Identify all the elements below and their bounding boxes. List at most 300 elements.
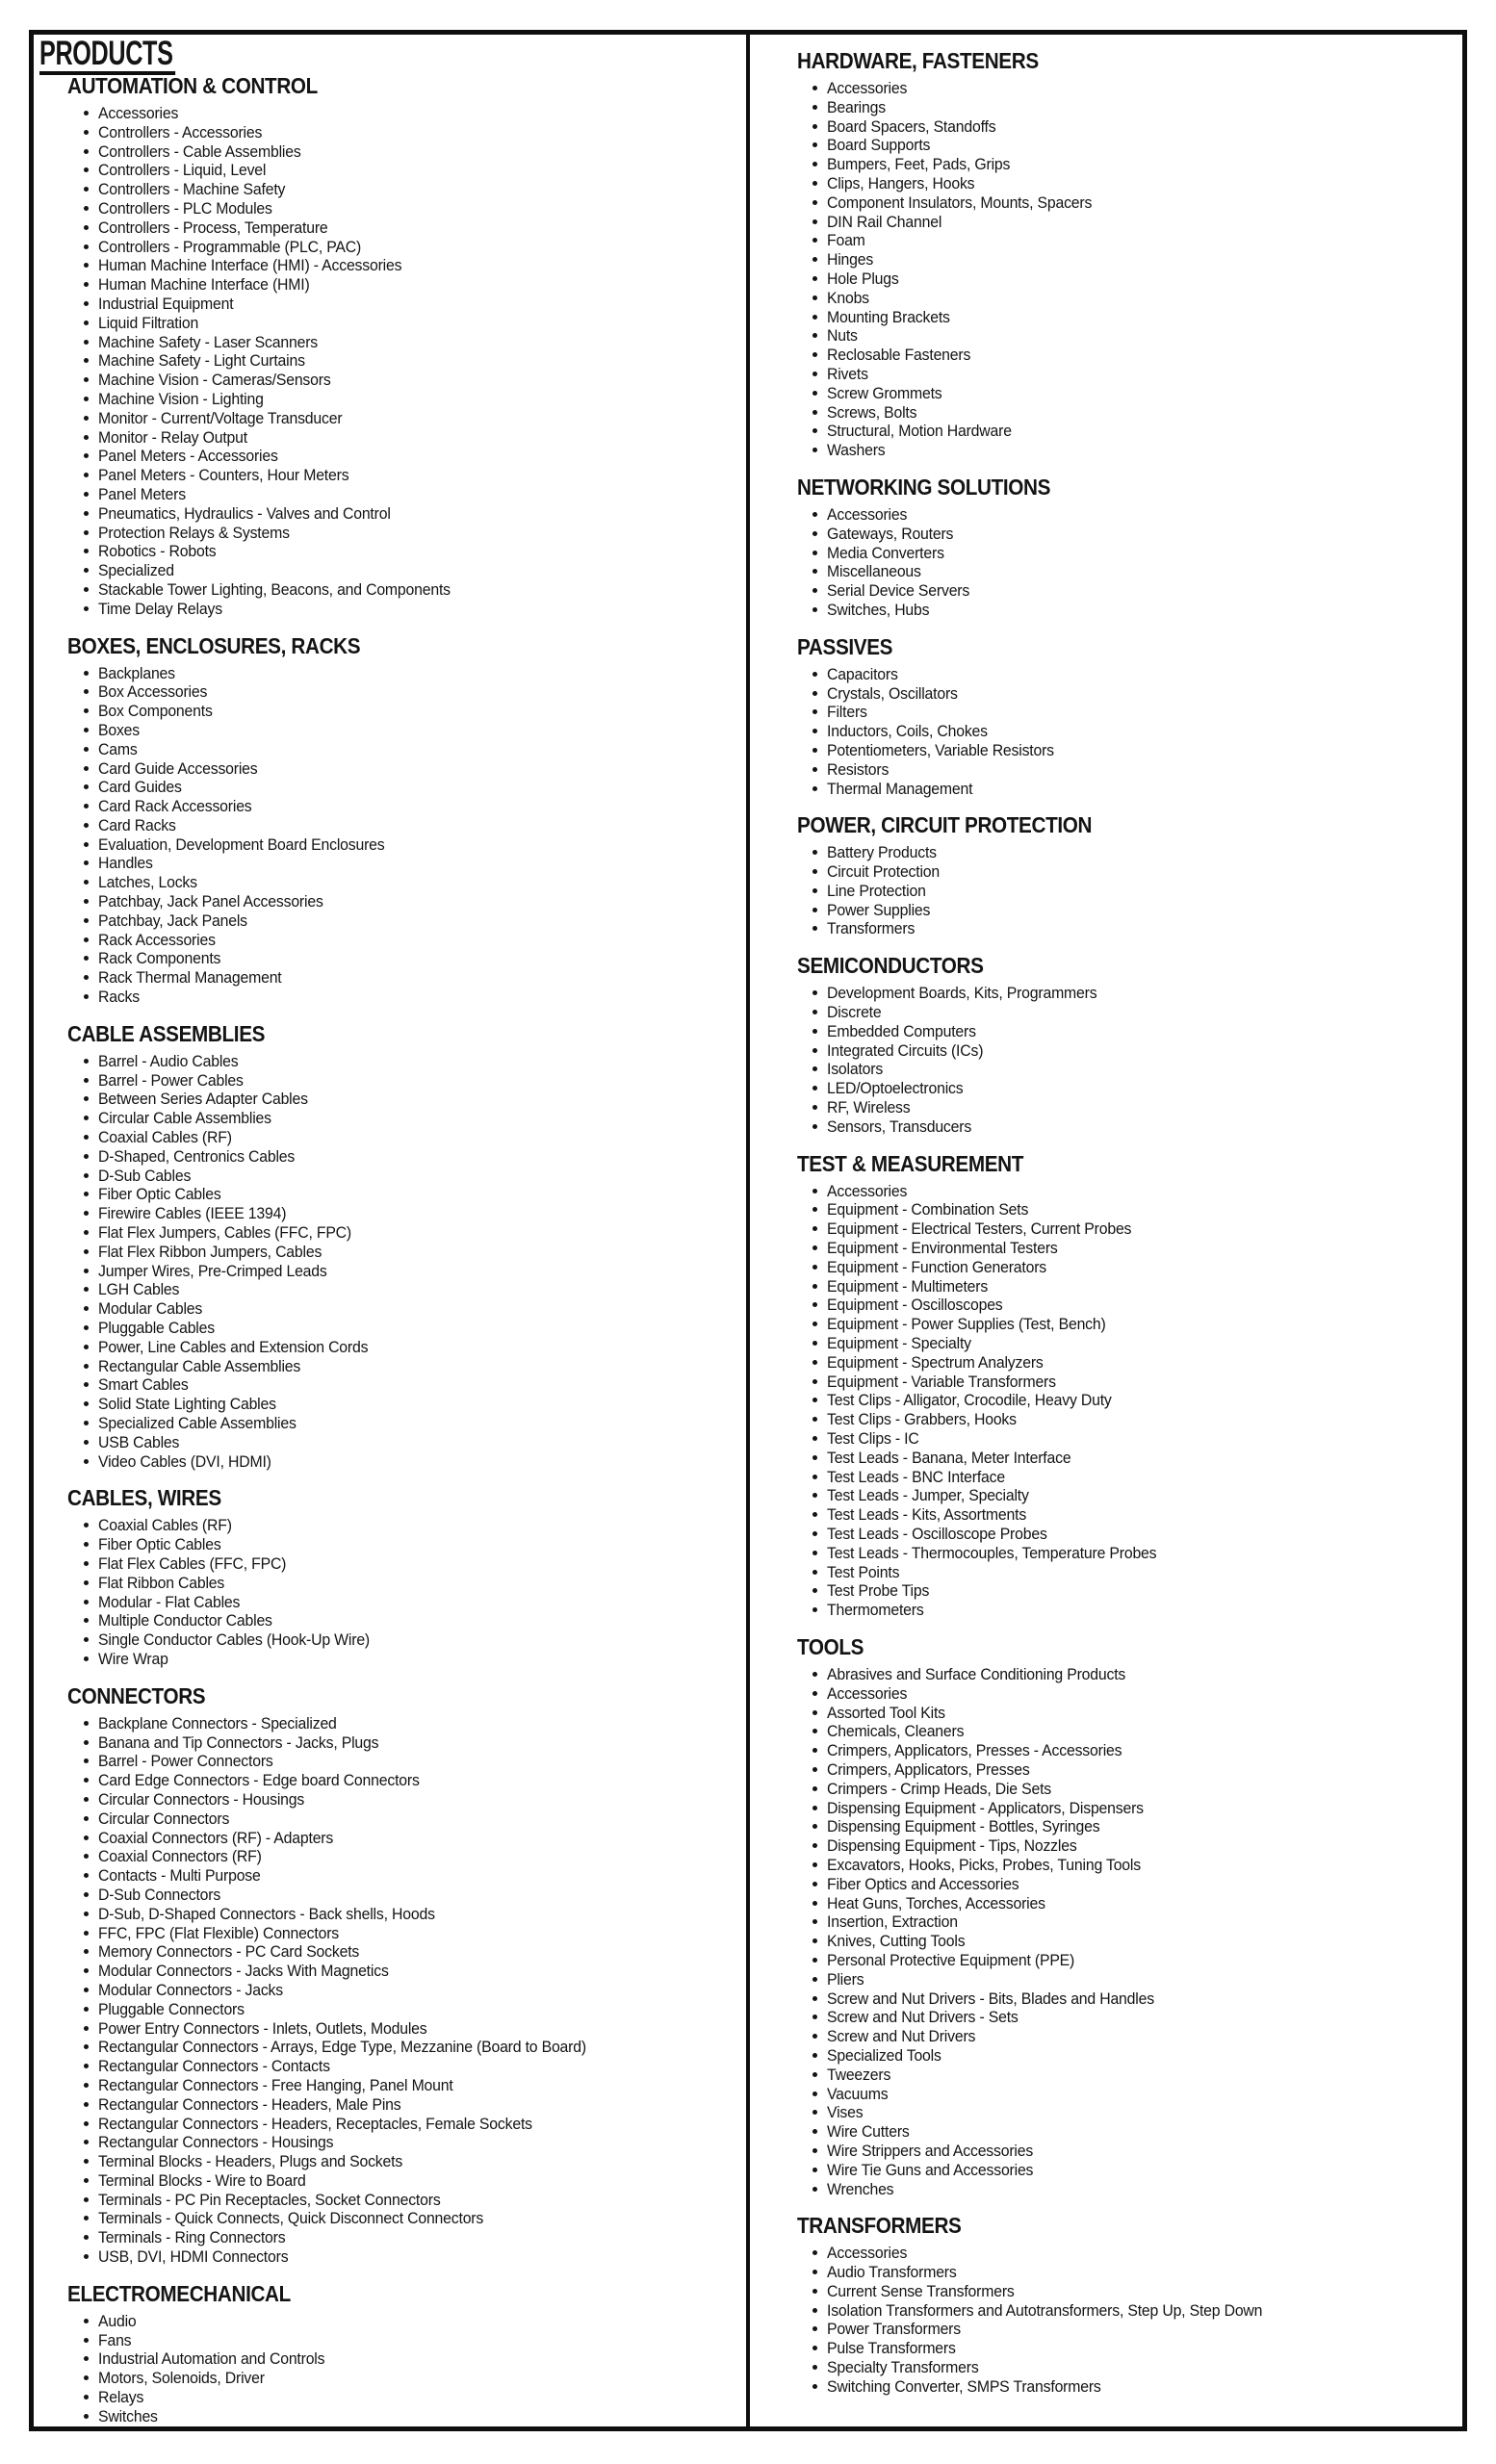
category-item — [827, 1391, 1462, 1410]
item-label: Equipment - Oscilloscopes — [827, 1296, 1003, 1315]
bullet-icon — [812, 105, 817, 110]
item-label: Machine Safety - Light Curtains — [98, 351, 305, 371]
bullet-icon — [812, 2168, 817, 2172]
category-item — [827, 1856, 1462, 1875]
item-label: Media Converters — [827, 543, 944, 562]
category-item — [98, 1338, 746, 1357]
category-item — [98, 2209, 746, 2228]
item-label: Fans — [98, 2330, 132, 2349]
item-label: Isolation Transformers and Autotransformers, Step Up, Step Down — [827, 2300, 1263, 2320]
item-label: Rectangular Connectors - Headers, Receptacles, Female Sockets — [98, 2114, 532, 2133]
item-label: Test Points — [827, 1562, 900, 1581]
bullet-icon — [84, 1345, 89, 1349]
category-list — [39, 2312, 746, 2426]
bullet-icon — [812, 672, 817, 677]
item-label: D-Sub, D-Shaped Connectors - Back shells, Hoods — [98, 1904, 435, 1923]
category-item — [827, 1060, 1462, 1079]
bullet-icon — [812, 1806, 817, 1810]
item-label: Serial Device Servers — [827, 581, 970, 601]
category-item — [98, 275, 746, 295]
bullet-icon — [84, 416, 89, 421]
bullet-icon — [812, 1729, 817, 1733]
bullet-icon — [812, 1843, 817, 1848]
bullet-icon — [84, 1173, 89, 1178]
bullet-icon — [84, 880, 89, 885]
category-list — [797, 843, 1462, 938]
item-label: Modular Cables — [98, 1299, 203, 1319]
item-label: Test Leads - BNC Interface — [827, 1467, 1005, 1486]
bullet-icon — [84, 2140, 89, 2144]
category-item — [827, 505, 1462, 525]
category-item — [98, 2019, 746, 2039]
bullet-icon — [812, 1207, 817, 1212]
bullet-icon — [812, 1551, 817, 1555]
category-item — [827, 601, 1462, 620]
item-label: Equipment - Multimeters — [827, 1276, 989, 1296]
item-label: Test Leads - Thermocouples, Temperature Probes — [827, 1543, 1157, 1562]
bullet-icon — [84, 2064, 89, 2068]
category-item — [98, 123, 746, 142]
category-item — [827, 1200, 1462, 1219]
bullet-icon — [84, 2216, 89, 2220]
item-label: Rectangular Connectors - Arrays, Edge Type, Mezzanine (Board to Board) — [98, 2038, 586, 2057]
category-heading: POWER, CIRCUIT PROTECTION — [797, 812, 1093, 838]
item-label: Controllers - Programmable (PLC, PAC) — [98, 237, 362, 256]
category-item — [98, 949, 746, 968]
category-item — [827, 2320, 1462, 2339]
category-item — [98, 333, 746, 352]
category-item — [827, 1875, 1462, 1894]
bullet-icon — [812, 1786, 817, 1791]
category-item — [98, 1516, 746, 1535]
bullet-icon — [84, 2319, 89, 2323]
category-item — [98, 988, 746, 1007]
item-label: Switching Converter, SMPS Transformers — [827, 2376, 1101, 2396]
category-list — [797, 79, 1462, 460]
item-label: Bumpers, Feet, Pads, Grips — [827, 155, 1011, 174]
item-label: Circular Connectors - Housings — [98, 1789, 305, 1809]
category-item — [827, 326, 1462, 346]
item-label: Controllers - PLC Modules — [98, 198, 272, 218]
category-item — [98, 1630, 746, 1650]
item-label: Controllers - Liquid, Level — [98, 161, 267, 180]
category-item — [98, 161, 746, 180]
item-label: Rectangular Connectors - Free Hanging, Panel Mount — [98, 2075, 453, 2094]
item-label: Switches, Hubs — [827, 600, 930, 619]
item-label: Panel Meters - Accessories — [98, 447, 278, 466]
item-label: Modular - Flat Cables — [98, 1592, 241, 1611]
item-label: Board Spacers, Standoffs — [827, 116, 996, 136]
bullet-icon — [812, 1824, 817, 1829]
bullet-icon — [812, 410, 817, 415]
category-item — [98, 1090, 746, 1109]
item-label: DIN Rail Channel — [827, 212, 942, 231]
bullet-icon — [84, 225, 89, 230]
item-label: Relays — [98, 2388, 144, 2407]
item-label: Box Accessories — [98, 682, 208, 702]
category-item — [98, 1611, 746, 1630]
category-item — [827, 919, 1462, 938]
bullet-icon — [812, 1066, 817, 1071]
item-label: Racks — [98, 988, 140, 1007]
item-label: Single Conductor Cables (Hook-Up Wire) — [98, 1630, 371, 1650]
bullet-icon — [84, 2044, 89, 2049]
item-label: USB, DVI, HDMI Connectors — [98, 2247, 289, 2267]
category-item — [98, 2247, 746, 2267]
bullet-icon — [84, 671, 89, 676]
bullet-icon — [84, 1542, 89, 1547]
bullet-icon — [812, 1588, 817, 1593]
item-label: Machine Safety - Laser Scanners — [98, 332, 318, 351]
bullet-icon — [84, 1325, 89, 1330]
bullet-icon — [84, 2254, 89, 2259]
item-label: RF, Wireless — [827, 1098, 911, 1117]
item-label: Structural, Motion Hardware — [827, 422, 1012, 441]
bullet-icon — [84, 1892, 89, 1897]
item-label: Vacuums — [827, 2084, 889, 2103]
item-label: Pulse Transformers — [827, 2339, 956, 2358]
bullet-icon — [84, 1459, 89, 1464]
item-label: FFC, FPC (Flat Flexible) Connectors — [98, 1923, 340, 1942]
bullet-icon — [84, 2375, 89, 2380]
bullet-icon — [84, 321, 89, 325]
item-label: Memory Connectors - PC Card Sockets — [98, 1942, 360, 1962]
category-item — [827, 2027, 1462, 2046]
item-label: Equipment - Spectrum Analyzers — [827, 1352, 1044, 1372]
item-label: Solid State Lighting Cables — [98, 1395, 276, 1414]
bullet-icon — [84, 1854, 89, 1859]
bullet-icon — [84, 1740, 89, 1745]
item-label: Gateways, Routers — [827, 524, 954, 543]
bullet-icon — [84, 1249, 89, 1254]
category-item — [98, 1357, 746, 1376]
item-label: Pneumatics, Hydraulics - Valves and Control — [98, 503, 391, 523]
category-item — [827, 1410, 1462, 1429]
category-item — [827, 1601, 1462, 1620]
category-item — [98, 2152, 746, 2171]
bullet-icon — [84, 804, 89, 808]
bullet-icon — [812, 588, 817, 593]
item-label: Accessories — [98, 104, 179, 122]
bullet-icon — [84, 2356, 89, 2361]
item-label: Equipment - Variable Transformers — [827, 1372, 1056, 1391]
item-label: Screws, Bolts — [827, 402, 917, 422]
item-label: Board Supports — [827, 136, 931, 155]
category-item — [827, 1296, 1462, 1315]
item-label: Flat Ribbon Cables — [98, 1573, 225, 1592]
category-item — [827, 1894, 1462, 1913]
bullet-icon — [84, 956, 89, 961]
bullet-icon — [812, 86, 817, 90]
category-item — [98, 1167, 746, 1186]
category-heading: CONNECTORS — [67, 1682, 206, 1708]
bullet-icon — [812, 908, 817, 912]
bullet-icon — [84, 1211, 89, 1216]
category-heading: TEST & MEASUREMENT — [797, 1150, 1024, 1176]
category-item — [827, 2161, 1462, 2180]
category-item — [98, 1714, 746, 1733]
category-item — [827, 193, 1462, 213]
category-item — [98, 2076, 746, 2095]
item-label: Inductors, Coils, Chokes — [827, 722, 988, 741]
bullet-icon — [812, 729, 817, 733]
item-label: Card Edge Connectors - Edge board Connectors — [98, 1771, 420, 1790]
bullet-icon — [84, 492, 89, 497]
item-label: Rectangular Connectors - Housings — [98, 2133, 334, 2152]
bullet-icon — [812, 1512, 817, 1517]
category-item — [827, 1684, 1462, 1704]
category-item — [98, 2038, 746, 2057]
bullet-icon — [84, 1600, 89, 1604]
item-label: Patchbay, Jack Panels — [98, 911, 247, 930]
bullet-icon — [812, 2053, 817, 2058]
category-item — [98, 371, 746, 390]
item-label: Battery Products — [827, 843, 937, 862]
category-item — [98, 931, 746, 950]
item-label: Foam — [827, 231, 865, 250]
bullet-icon — [812, 990, 817, 995]
item-label: Backplane Connectors - Specialized — [98, 1713, 337, 1732]
category-item — [98, 2349, 746, 2369]
item-label: Wrenches — [827, 2179, 894, 2198]
category-item — [98, 1866, 746, 1886]
item-label: Miscellaneous — [827, 562, 921, 581]
item-label: Fiber Optic Cables — [98, 1535, 221, 1554]
item-label: Firewire Cables (IEEE 1394) — [98, 1204, 287, 1223]
item-label: Accessories — [827, 1181, 908, 1200]
category-item — [98, 1128, 746, 1147]
category-item — [98, 702, 746, 721]
category-item — [827, 250, 1462, 270]
category-item — [827, 2085, 1462, 2104]
bullet-icon — [84, 2338, 89, 2343]
bullet-icon — [84, 453, 89, 458]
bullet-icon — [812, 1710, 817, 1715]
category-list — [39, 1516, 746, 1668]
category-item — [827, 1334, 1462, 1353]
item-label: Accessories — [827, 79, 908, 97]
category-section — [797, 955, 1462, 1136]
item-label: Handles — [98, 854, 153, 873]
bullet-icon — [812, 1570, 817, 1575]
item-label: Motors, Solenoids, Driver — [98, 2369, 265, 2388]
bullet-icon — [84, 130, 89, 135]
item-label: Current Sense Transformers — [827, 2281, 1015, 2300]
left-column — [34, 35, 746, 2426]
category-list — [39, 1052, 746, 1472]
category-item — [98, 1981, 746, 2000]
category-item — [98, 1535, 746, 1554]
bullet-icon — [84, 1561, 89, 1566]
category-item — [98, 256, 746, 275]
item-label: Fiber Optic Cables — [98, 1185, 221, 1204]
item-label: Wire Wrap — [98, 1649, 168, 1668]
category-item — [827, 1239, 1462, 1258]
bullet-icon — [812, 531, 817, 536]
category-item — [98, 1414, 746, 1433]
category-section — [39, 1682, 746, 2267]
item-label: LED/Optoelectronics — [827, 1079, 964, 1098]
bullet-icon — [812, 1672, 817, 1677]
bullet-icon — [84, 435, 89, 440]
category-item — [827, 346, 1462, 365]
bullet-icon — [812, 1245, 817, 1250]
category-item — [827, 1665, 1462, 1684]
item-label: Latches, Locks — [98, 873, 197, 892]
bullet-icon — [84, 1721, 89, 1726]
category-item — [98, 600, 746, 619]
item-label: Screw and Nut Drivers — [827, 2027, 976, 2046]
bullet-icon — [84, 511, 89, 516]
item-label: D-Sub Connectors — [98, 1885, 221, 1904]
category-item — [98, 721, 746, 740]
bullet-icon — [812, 926, 817, 931]
bullet-icon — [812, 142, 817, 147]
bullet-icon — [812, 786, 817, 791]
category-item — [827, 2244, 1462, 2263]
category-list — [797, 665, 1462, 799]
bullet-icon — [812, 295, 817, 300]
item-label: Flat Flex Cables (FFC, FPC) — [98, 1553, 287, 1573]
category-item — [827, 174, 1462, 193]
bullet-icon — [84, 397, 89, 401]
bullet-icon — [84, 784, 89, 789]
bullet-icon — [812, 1455, 817, 1460]
bullet-icon — [812, 2072, 817, 2077]
bullet-icon — [84, 1618, 89, 1623]
item-label: Time Delay Relays — [98, 599, 222, 618]
bullet-icon — [84, 994, 89, 999]
bullet-icon — [84, 1421, 89, 1425]
item-label: Bearings — [827, 97, 886, 116]
category-item — [98, 1574, 746, 1593]
item-label: Monitor - Relay Output — [98, 427, 247, 447]
item-label: Circular Cable Assemblies — [98, 1109, 271, 1128]
category-item — [827, 722, 1462, 741]
item-label: Power Transformers — [827, 2320, 961, 2339]
category-item — [827, 365, 1462, 384]
bullet-icon — [812, 1938, 817, 1943]
bullet-icon — [812, 551, 817, 555]
bullet-icon — [84, 1656, 89, 1661]
category-section — [39, 1020, 746, 1472]
category-list — [797, 984, 1462, 1136]
item-label: Accessories — [827, 1683, 908, 1703]
category-list — [39, 664, 746, 1007]
item-label: Multiple Conductor Cables — [98, 1611, 272, 1630]
category-section — [797, 50, 1462, 460]
category-item — [98, 1147, 746, 1167]
item-label: Test Clips - IC — [827, 1429, 919, 1449]
bullet-icon — [812, 1493, 817, 1498]
category-item — [98, 2000, 746, 2019]
bullet-icon — [84, 606, 89, 611]
category-list — [797, 505, 1462, 620]
category-item — [98, 1771, 746, 1790]
category-item — [98, 1810, 746, 1829]
category-item — [98, 351, 746, 371]
item-label: Personal Protective Equipment (PPE) — [827, 1950, 1075, 1969]
category-item — [98, 390, 746, 409]
category-item — [827, 1182, 1462, 1201]
category-item — [98, 409, 746, 428]
category-item — [827, 79, 1462, 98]
bullet-icon — [812, 1475, 817, 1479]
bullet-icon — [84, 2235, 89, 2240]
bullet-icon — [84, 1192, 89, 1196]
item-label: Wire Strippers and Accessories — [827, 2141, 1034, 2160]
category-item — [827, 2180, 1462, 2199]
item-label: Fiber Optics and Accessories — [827, 1874, 1019, 1893]
bullet-icon — [812, 2015, 817, 2019]
category-item — [98, 524, 746, 543]
category-item — [827, 581, 1462, 601]
category-item — [827, 155, 1462, 174]
bullet-icon — [84, 530, 89, 535]
bullet-icon — [812, 2365, 817, 2370]
item-label: Thermometers — [827, 1601, 924, 1620]
item-label: Crystals, Oscillators — [827, 683, 958, 703]
category-item — [98, 1204, 746, 1223]
category-item — [98, 1223, 746, 1243]
bullet-icon — [812, 1531, 817, 1536]
bullet-icon — [812, 1882, 817, 1886]
item-label: Test Clips - Grabbers, Hooks — [827, 1410, 1017, 1429]
category-item — [827, 1098, 1462, 1117]
item-label: Coaxial Connectors (RF) - Adapters — [98, 1828, 334, 1847]
item-label: Terminal Blocks - Headers, Plugs and Sockets — [98, 2152, 403, 2171]
bullet-icon — [812, 1417, 817, 1422]
category-item — [827, 665, 1462, 684]
item-label: Abrasives and Surface Conditioning Products — [827, 1664, 1126, 1683]
item-label: Specialized — [98, 561, 174, 580]
right-column — [750, 35, 1462, 2426]
item-label: Audio Transformers — [827, 2263, 957, 2282]
bullet-icon — [812, 1862, 817, 1867]
bullet-icon — [84, 549, 89, 553]
bullet-icon — [84, 2121, 89, 2126]
item-label: Tweezers — [827, 2065, 891, 2084]
item-label: Chemicals, Cleaners — [827, 1722, 965, 1741]
category-item — [98, 485, 746, 504]
category-item — [827, 2301, 1462, 2321]
item-label: Vises — [827, 2103, 864, 2122]
item-label: Barrel - Audio Cables — [98, 1051, 239, 1070]
bullet-icon — [84, 1401, 89, 1406]
item-label: Circular Connectors — [98, 1809, 230, 1828]
item-label: Component Insulators, Mounts, Spacers — [827, 192, 1093, 212]
category-item — [98, 295, 746, 314]
item-label: Assorted Tool Kits — [827, 1703, 945, 1722]
category-item — [98, 892, 746, 911]
bullet-icon — [812, 1958, 817, 1963]
item-label: Test Clips - Alligator, Crocodile, Heavy Duty — [827, 1391, 1112, 1410]
bullet-icon — [84, 708, 89, 713]
category-item — [98, 1554, 746, 1574]
category-heading: SEMICONDUCTORS — [797, 953, 984, 979]
category-heading: ELECTROMECHANICAL — [67, 2280, 291, 2306]
item-label: Specialty Transformers — [827, 2358, 979, 2377]
item-label: Power, Line Cables and Extension Cords — [98, 1337, 369, 1356]
category-list — [797, 1665, 1462, 2198]
category-item — [827, 1429, 1462, 1449]
item-label: Rack Accessories — [98, 930, 216, 949]
item-label: Machine Vision - Cameras/Sensors — [98, 371, 331, 390]
category-item — [827, 1219, 1462, 1239]
item-label: Boxes — [98, 720, 141, 739]
category-item — [98, 2057, 746, 2076]
bullet-icon — [84, 747, 89, 752]
